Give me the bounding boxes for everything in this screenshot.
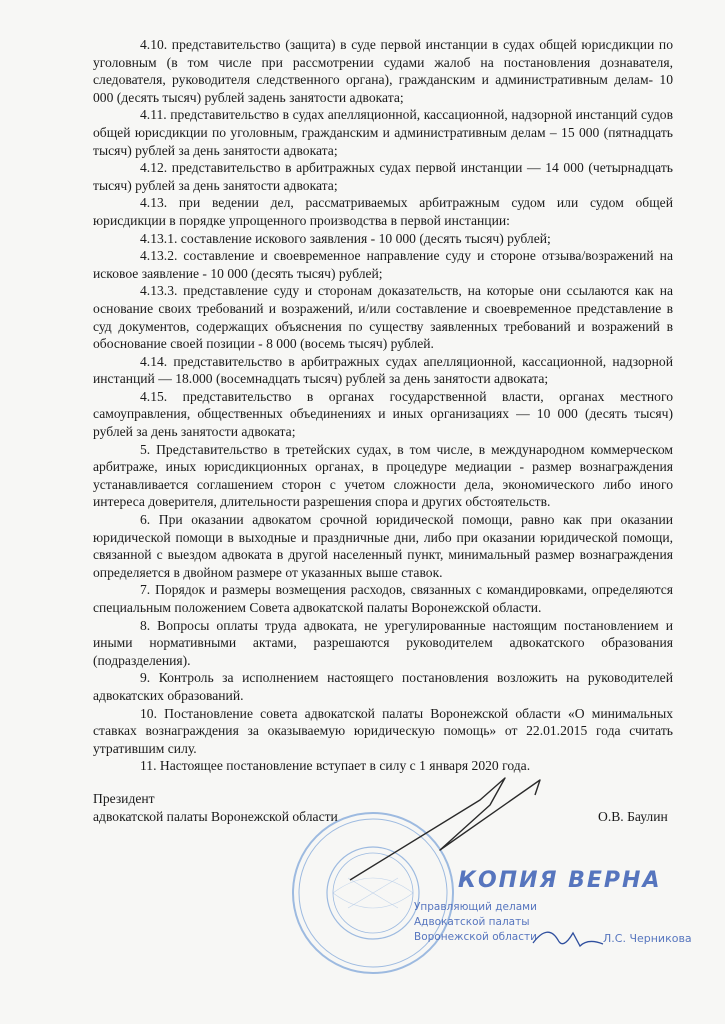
stamp-line-1: Управляющий делами [414, 901, 537, 913]
paragraph-11: 11. Настоящее постановление вступает в силу с 1 января 2020 года. [140, 758, 531, 774]
paragraph-10: 10. Постановление совета адвокатской палаты Воронежской области «О минимальных ставках вознаграждения за оказываемую юридическую помощь» от 22.01.2015 года считать утратившим силу. [93, 705, 673, 756]
paragraph-4-10: 4.10. представительство (защита) в суде первой инстанции в судах общей юрисдикции по уголовным (в том числе при рассмотрении судами жалоб на постановления дознавателя, следователя, руководителя следственного органа), гражданским и административным делам- 10 000 (десять тысяч) рублей задень занятости адвоката; [93, 37, 673, 105]
stamp-signature-icon [528, 918, 608, 958]
copy-stamp [410, 868, 710, 968]
paragraph-9: 9. Контроль за исполнением настоящего постановления возложить на руководителей адвокатских образований. [93, 670, 673, 703]
signature-name: О.В. Баулин [598, 809, 668, 824]
signature-title [93, 790, 338, 826]
signature-title-line2: адвокатской палаты Воронежской области [93, 809, 338, 824]
paragraph-4-14: 4.14. представительство в арбитражных судах апелляционной, кассационной, надзорной инстанций — 18.000 (восемнадцать тысяч) рублей за день занятости адвоката; [93, 353, 673, 387]
paragraph-4-12: 4.12. представительство в арбитражных судах первой инстанции — 14 000 (четырнадцать тысяч) рублей за день занятости адвоката; [93, 160, 673, 193]
paragraph-4-13: 4.13. при ведении дел, рассматриваемых арбитражным судом или судом общей юрисдикции в порядке упрощенного производства в первой инстанции: [93, 195, 673, 228]
stamp-line-3: Воронежской области [414, 931, 537, 943]
stamp-line-2: Адвокатской палаты [414, 916, 530, 928]
paragraph-7: 7. Порядок и размеры возмещения расходов, связанных с командировками, определяются специальным положением Совета адвокатской палаты Воронежской области. [93, 582, 673, 615]
paragraph-6: 6. При оказании адвокатом срочной юридической помощи, равно как при оказании юридической помощи в выходные и праздничные дни, либо при оказании юридической помощи, связанной с выездом адвоката в другой населенный пункт, минимальный размер вознаграждения определяется в двойном размере от указанных выше ставок. [93, 512, 673, 580]
paragraph-4-13-3: 4.13.3. представление суду и сторонам доказательств, на которые они ссылаются как на основание своих требований и возражений, и/или составление и своевременное представление в суд документов, содержащих объяснения по существу заявленных требований и возражений в обоснование своей позиции - 8 000 (восемь тысяч) рублей. [93, 283, 673, 352]
document-body [93, 36, 673, 775]
stamp-title: КОПИЯ ВЕРНА [458, 868, 662, 893]
paragraph-4-15: 4.15. представительство в органах государственной власти, органах местного самоуправления, общественных объединениях и иных организациях — 10 000 (десять тысяч) рублей за день занятости адвоката; [93, 388, 673, 440]
paragraph-4-13-1: 4.13.1. составление искового заявления - 10 000 (десять тысяч) рублей; [140, 230, 551, 246]
paragraph-4-11: 4.11. представительство в судах апелляционной, кассационной, надзорной инстанций судов общей юрисдикции по уголовным, гражданским и административным делам – 15 000 (пятнадцать тысяч) рублей за день занятости адвоката; [93, 107, 673, 158]
paragraph-4-13-2: 4.13.2. составление и своевременное направление суду и стороне отзыва/возражений на исковое заявление - 10 000 (десять тысяч) рублей; [93, 248, 673, 281]
signature-title-line1: Президент [93, 791, 155, 806]
paragraph-5: 5. Представительство в третейских судах, в том числе, в международном коммерческом арбитраже, иных юрисдикционных органах, в процедуре медиации - размер вознаграждения устанавливается соглашением сторон с учетом сложности дела, экономического либо иного интереса доверителя, длительности разрешения спора и других обстоятельств. [93, 441, 673, 510]
paragraph-8: 8. Вопросы оплаты труда адвоката, не урегулированные настоящим постановлением и иными нормативными актами, разрешаются руководителем адвокатского образования (подразделения). [93, 617, 673, 668]
stamp-name: Л.С. Черникова [603, 932, 692, 945]
